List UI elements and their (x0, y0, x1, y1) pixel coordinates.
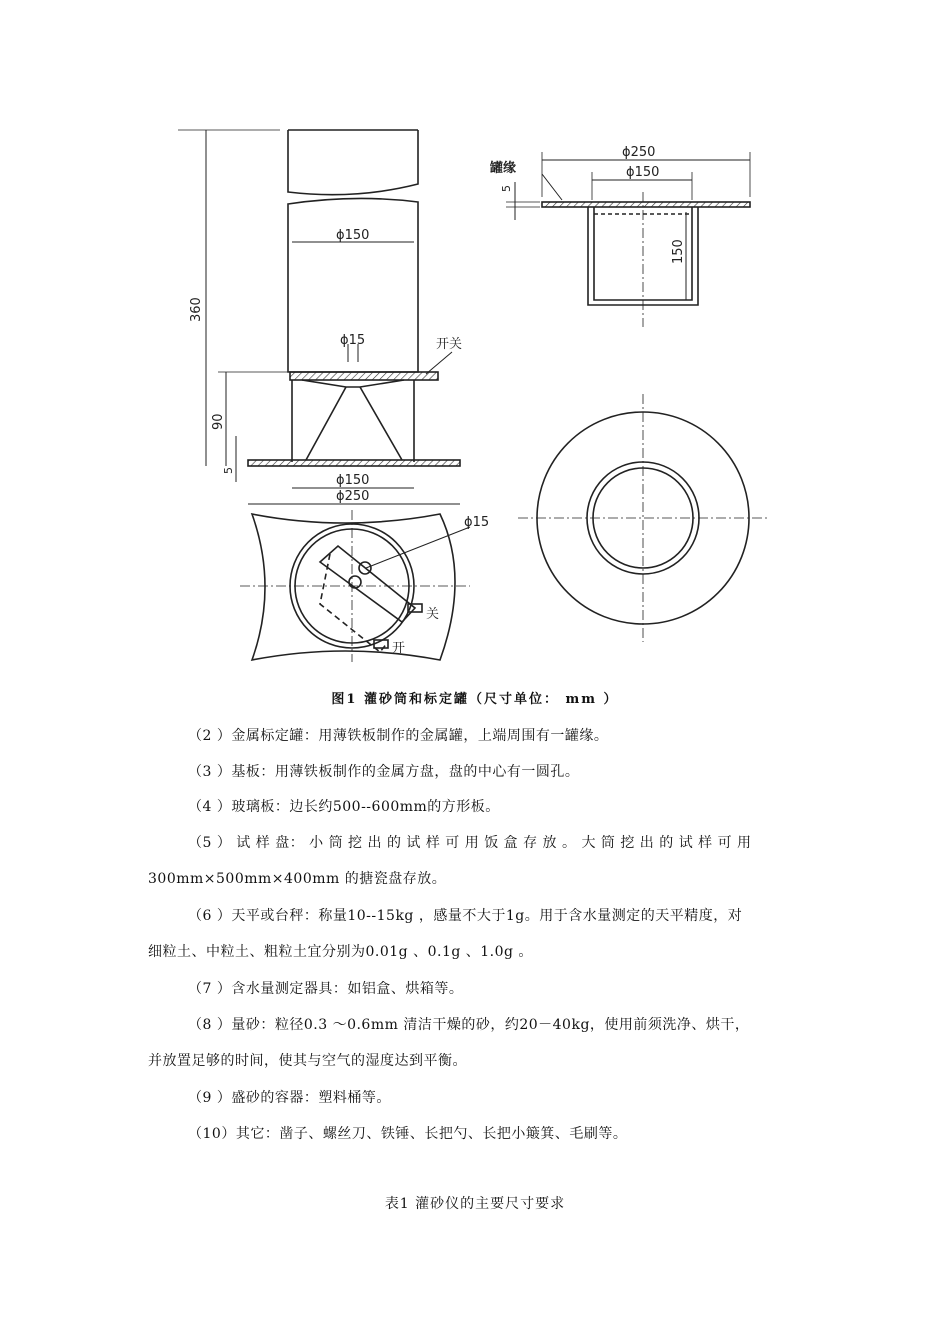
label-off: 关 (426, 607, 440, 622)
can-rim (542, 202, 750, 207)
paragraph-5-line2: 300mm×500mm×400mm 的搪瓷盘存放。 (148, 871, 447, 887)
paragraph-10: （10）其它：凿子、螺丝刀、铁锤、长把勺、长把小簸箕、毛刷等。 (188, 1126, 628, 1142)
label-base-inner: ϕ150 (336, 473, 370, 488)
label-base-outer: ϕ250 (336, 489, 370, 504)
paragraph-8-line2: 并放置足够的时间，使其与空气的湿度达到平衡。 (148, 1053, 467, 1069)
paragraph-4: （4 ）玻璃板：边长约500--600mm的方形板。 (188, 799, 500, 815)
label-switch: 开关 (436, 337, 463, 352)
paragraph-9: （9 ）盛砂的容器：塑料桶等。 (188, 1090, 391, 1106)
label-hole-diameter: ϕ15 (340, 333, 366, 348)
paragraph-3: （3 ）基板：用薄铁板制作的金属方盘，盘的中心有一圆孔。 (188, 764, 580, 780)
paragraph-5-line1: （5 ） 试 样 盘： 小 筒 挖 出 的 试 样 可 用 饭 盒 存 放 。 大 筒 挖 出 的 试 样 可 用 (188, 835, 752, 851)
label-height-total: 360 (189, 297, 204, 322)
technical-drawing (170, 122, 780, 672)
label-base-thickness: 5 (222, 467, 235, 474)
table-title: 表1 灌砂仪的主要尺寸要求 (384, 1196, 566, 1212)
label-rim-thickness: 5 (500, 185, 513, 192)
paragraph-6-line2: 细粒土、中粒土、粗粒土宜分别为0.01g 、0.1g 、1.0g 。 (148, 944, 533, 960)
upper-cylinder (288, 130, 418, 195)
figure-caption: 图1 灌砂筒和标定罐（尺寸单位： mm ） (331, 692, 619, 707)
label-cyl-diameter: ϕ150 (336, 228, 370, 243)
label-can-height: 150 (671, 239, 686, 264)
switch-plate (290, 372, 438, 380)
paragraph-7: （7 ）含水量测定器具：如铝盒、烘箱等。 (188, 981, 464, 997)
label-height-lower: 90 (211, 413, 226, 430)
paragraph-8-line1: （8 ）量砂：粒径0.3 ～0.6mm 清洁干燥的砂，约20－40kg，使用前须洗净、烘干， (188, 1017, 750, 1033)
paragraph-6-line1: （6 ）天平或台秤：称量10--15kg ，感量不大于1g。用于含水量测定的天平精度，对 (188, 908, 743, 924)
label-can-inner: ϕ150 (626, 165, 660, 180)
base-plate (248, 460, 460, 466)
label-top-hole: ϕ15 (464, 515, 490, 530)
label-can-outer: ϕ250 (622, 145, 656, 160)
paragraph-2: （2 ）金属标定罐：用薄铁板制作的金属罐，上端周围有一罐缘。 (188, 728, 609, 744)
label-on: 开 (392, 641, 406, 656)
figure-sand-cone-apparatus (170, 122, 780, 672)
label-rim: 罐缘 (490, 161, 517, 176)
